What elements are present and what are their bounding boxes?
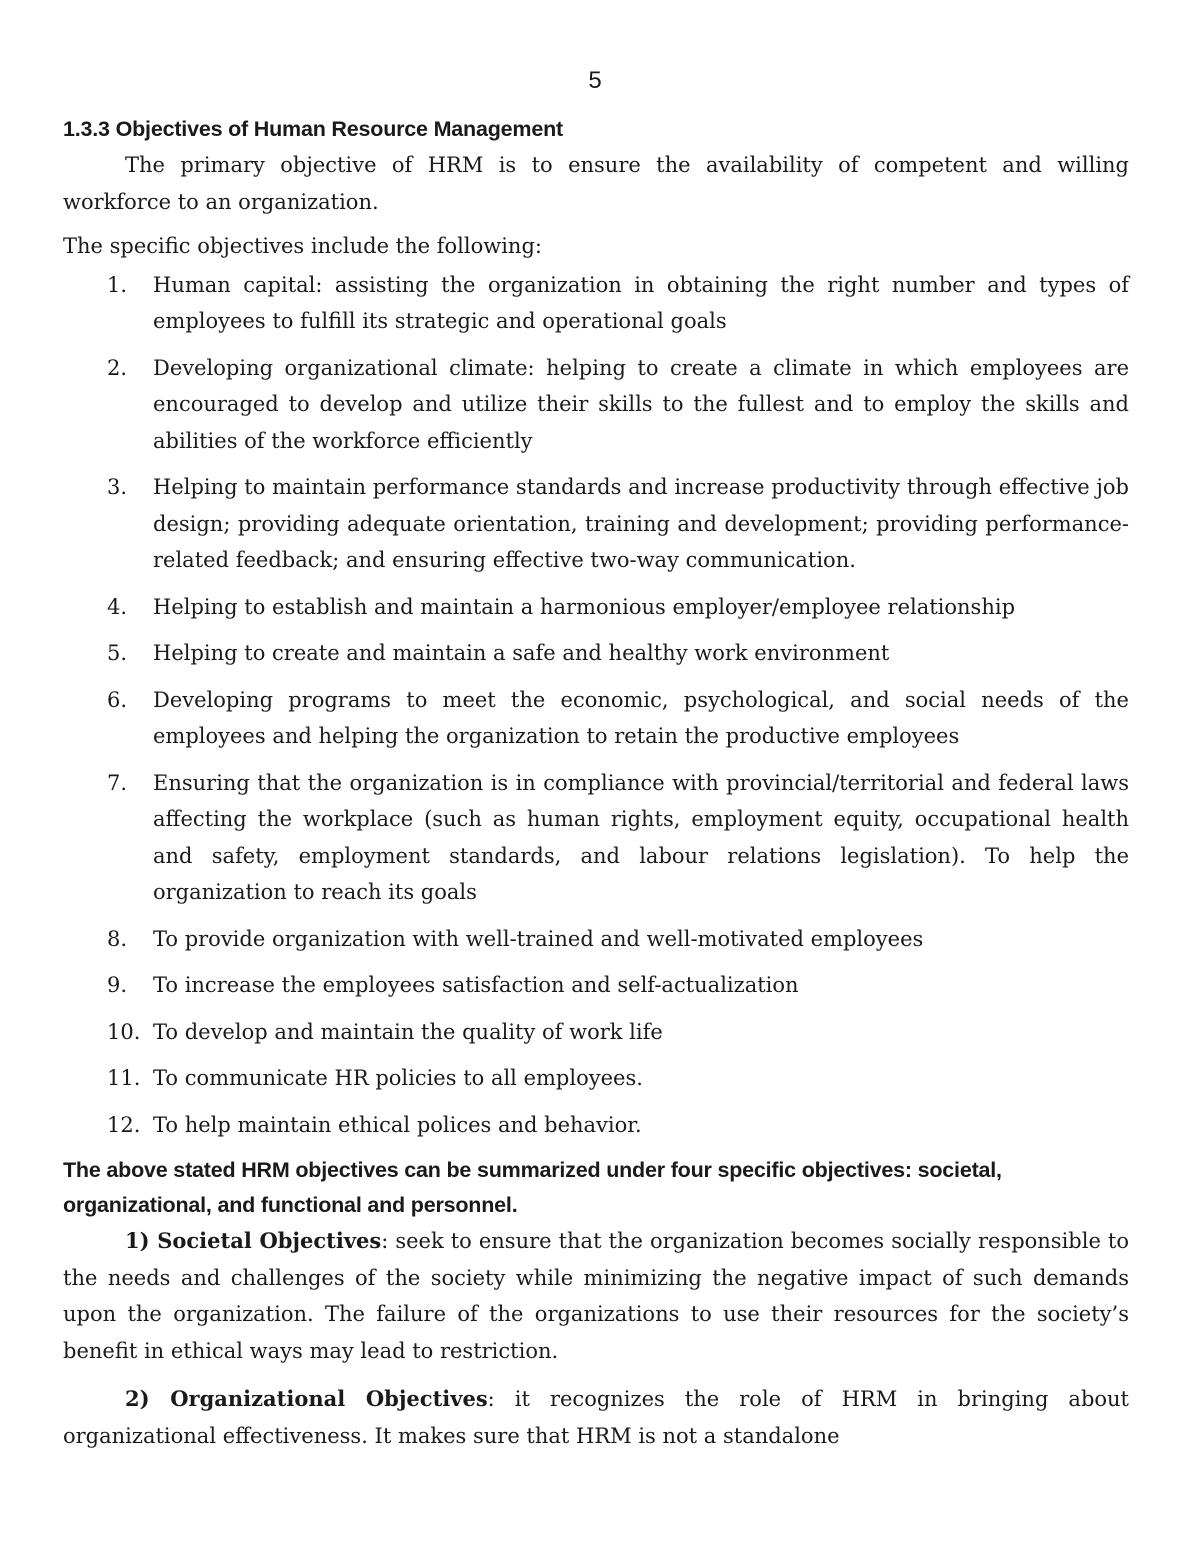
list-item-text: To develop and maintain the quality of work life — [153, 1019, 663, 1044]
organizational-objectives-label: 2) Organizational Objectives — [125, 1386, 488, 1411]
list-item-text: Human capital: assisting the organization in obtaining the right number and types of employees to fulfill its strategic and operational goals — [153, 272, 1129, 333]
list-item-number: 5. — [107, 641, 128, 665]
list-item-text: Helping to establish and maintain a harmonious employer/employee relationship — [153, 594, 1016, 619]
summary-heading: The above stated HRM objectives can be summarized under four specific objectives: societal, organizational, and functional and personnel. — [63, 1158, 1002, 1217]
list-item-number: 12. — [107, 1112, 141, 1137]
list-item — [63, 921, 1129, 958]
list-item-number: 6. — [107, 687, 128, 712]
list-item-text: Developing programs to meet the economic, psychological, and social needs of the employees and helping the organization to retain the productive employees — [153, 687, 1129, 748]
list-item-text: To communicate HR policies to all employees. — [153, 1066, 643, 1090]
list-item-text: Helping to create and maintain a safe and healthy work environment — [153, 641, 890, 665]
list-item — [63, 267, 1129, 340]
objectives-list — [63, 267, 1129, 1144]
list-item-number: 2. — [107, 355, 128, 380]
societal-objectives-paragraph — [63, 1223, 1129, 1369]
list-item — [63, 1060, 1129, 1097]
list-item-number: 3. — [107, 475, 128, 499]
list-item — [63, 635, 1129, 672]
societal-objectives-text: : seek to ensure that the organization becomes socially responsible to the needs and challenges of the society while minimizing the negative impact of such demands upon the organization. The failure of the organizations to use their resources for the society’s benefit in ethical ways may lead to restriction. — [63, 1229, 1129, 1363]
list-item — [63, 350, 1129, 460]
list-item — [63, 1107, 1129, 1144]
list-item-text: To provide organization with well-trained and well-motivated employees — [153, 926, 924, 951]
list-item-number: 4. — [107, 594, 128, 619]
list-item-number: 9. — [107, 973, 128, 997]
list-item — [63, 1014, 1129, 1051]
list-item — [63, 682, 1129, 755]
list-item-text: Ensuring that the organization is in compliance with provincial/territorial and federal laws affecting the workplace (such as human rights, employment equity, occupational health and safety, employment standards, and labour relations legislation). To help the organization to reach its goals — [153, 770, 1129, 904]
list-item — [63, 967, 1129, 1004]
list-item — [63, 589, 1129, 626]
list-item-text: To increase the employees satisfaction and self-actualization — [153, 973, 799, 997]
list-item-number: 7. — [107, 770, 128, 795]
organizational-objectives-paragraph — [63, 1381, 1129, 1454]
page-content — [63, 112, 1129, 1454]
list-item-text: Helping to maintain performance standards and increase productivity through effective job design; providing adequate orientation, training and development; providing performance-related feedback; and ensuring effective two-way communication. — [153, 475, 1129, 572]
paragraph-gap — [63, 1369, 1129, 1381]
objectives-lead-in: The specific objectives include the following: — [63, 234, 542, 258]
page-number: 5 — [588, 67, 602, 94]
intro-paragraph: The primary objective of HRM is to ensure the availability of competent and willing workforce to an organization. — [63, 153, 1129, 214]
organizational-objectives-text: : it recognizes the role of HRM in bringing about organizational effectiveness. It makes sure that HRM is not a standalone — [63, 1387, 1129, 1448]
list-item — [63, 469, 1129, 579]
list-item-number: 10. — [107, 1019, 141, 1044]
list-item-number: 11. — [107, 1066, 141, 1090]
list-item-text: Developing organizational climate: helping to create a climate in which employees are encouraged to develop and utilize their skills to the fullest and to employ the skills and abilities of the workforce efficiently — [153, 355, 1129, 453]
list-item-text: To help maintain ethical polices and behavior. — [153, 1112, 642, 1137]
list-item-number: 8. — [107, 926, 128, 951]
list-item-number: 1. — [107, 272, 128, 297]
societal-objectives-label: 1) Societal Objectives — [125, 1228, 382, 1253]
section-heading: 1.3.3 Objectives of Human Resource Management — [63, 117, 563, 141]
list-item — [63, 765, 1129, 911]
